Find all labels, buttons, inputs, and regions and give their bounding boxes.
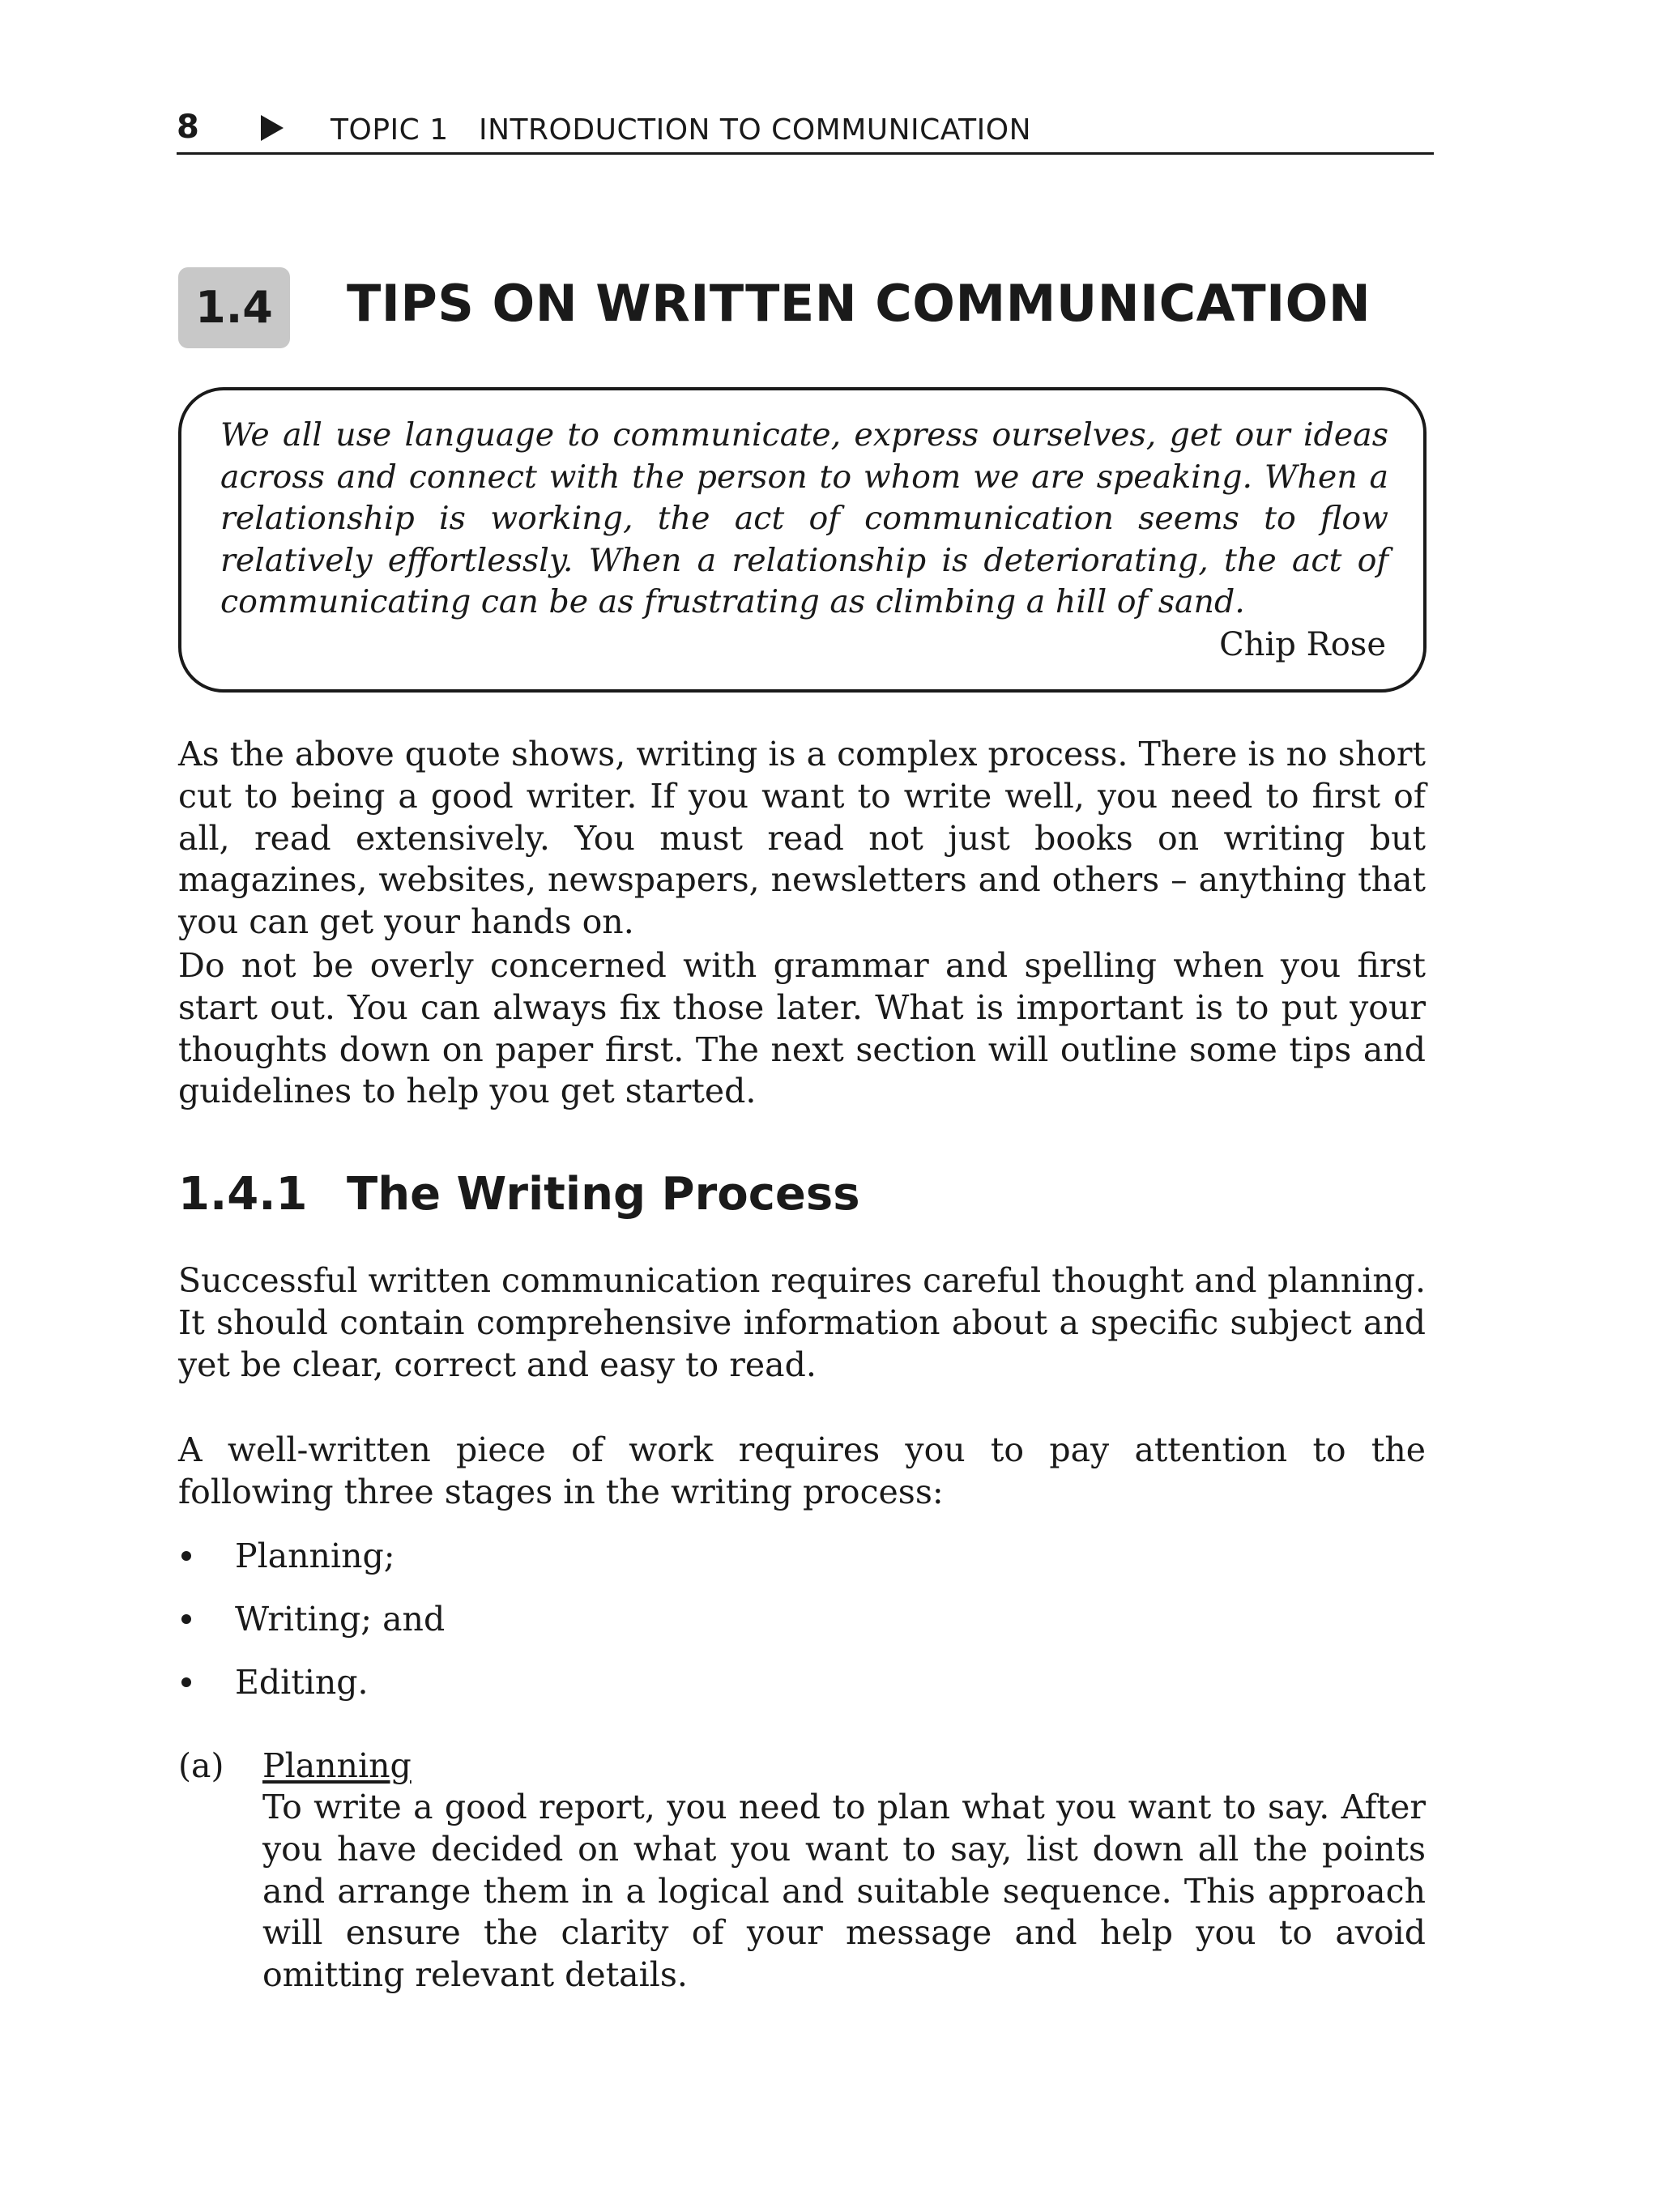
paragraph-intro: As the above quote shows, writing is a complex process. There is no short cut to being a good writer. If you want to write well, you need to first of all, read extensively. You must read not just books on writing but magazines, websites, newspapers, newsletters and others – anything that you can get your hands on. (178, 735, 1426, 942)
bullet-icon (181, 1677, 191, 1687)
chapter-title: INTRODUCTION TO COMMUNICATION (479, 113, 1032, 147)
running-header (177, 105, 1434, 155)
bullet-icon (181, 1614, 191, 1624)
list-item (178, 1535, 445, 1598)
quote-author: Chip Rose (1219, 626, 1386, 663)
paragraph-stages: A well-written piece of work requires you to pay attention to the following three stages in the writing process: (178, 1430, 1426, 1511)
section-title: TIPS ON WRITTEN COMMUNICATION (347, 274, 1371, 333)
list-item-label: Writing; and (235, 1600, 446, 1639)
list-item-label: Editing. (235, 1663, 369, 1702)
list-item (178, 1598, 445, 1661)
paragraph-successful: Successful written communication requires careful thought and planning. It should contain comprehensive information about a specific subject and yet be clear, correct and easy to read. (178, 1261, 1426, 1384)
subsection-number: 1.4.1 (178, 1168, 308, 1221)
topic-label: TOPIC 1 (331, 113, 449, 147)
quote-text: We all use language to communicate, express ourselves, get our ideas across and connect with the person to whom we are speaking. When a relationship is working, the act of communication seems to flow relatively effortlessly. When a relationship is deteriorating, the act of communicating can be as frustrating as climbing a hill of sand. (220, 416, 1388, 620)
list-item-label: Planning; (235, 1536, 395, 1575)
list-item (178, 1661, 445, 1724)
item-body: To write a good report, you need to plan what you want to say. After you have decided on what you want to say, list down all the points and arrange them in a logical and suitable sequence. This approach will ensure the clarity of your message and help you to avoid omitting relevant details. (262, 1788, 1426, 1995)
item-heading: Planning (262, 1746, 412, 1785)
quote-box (178, 387, 1427, 693)
item-label: (a) (178, 1746, 224, 1785)
bullet-icon (181, 1551, 191, 1561)
subsection-title: The Writing Process (347, 1168, 860, 1221)
subsection-heading (178, 1166, 860, 1223)
stages-list (178, 1535, 445, 1724)
section-number-badge: 1.4 (178, 267, 290, 348)
right-triangle-icon (261, 115, 284, 141)
page-number: 8 (177, 109, 199, 146)
paragraph-grammar: Do not be overly concerned with grammar and spelling when you first start out. You can always fix those later. What is important is to put your thoughts down on paper first. The next section will outline some tips and guidelines to help you get started. (178, 946, 1426, 1111)
